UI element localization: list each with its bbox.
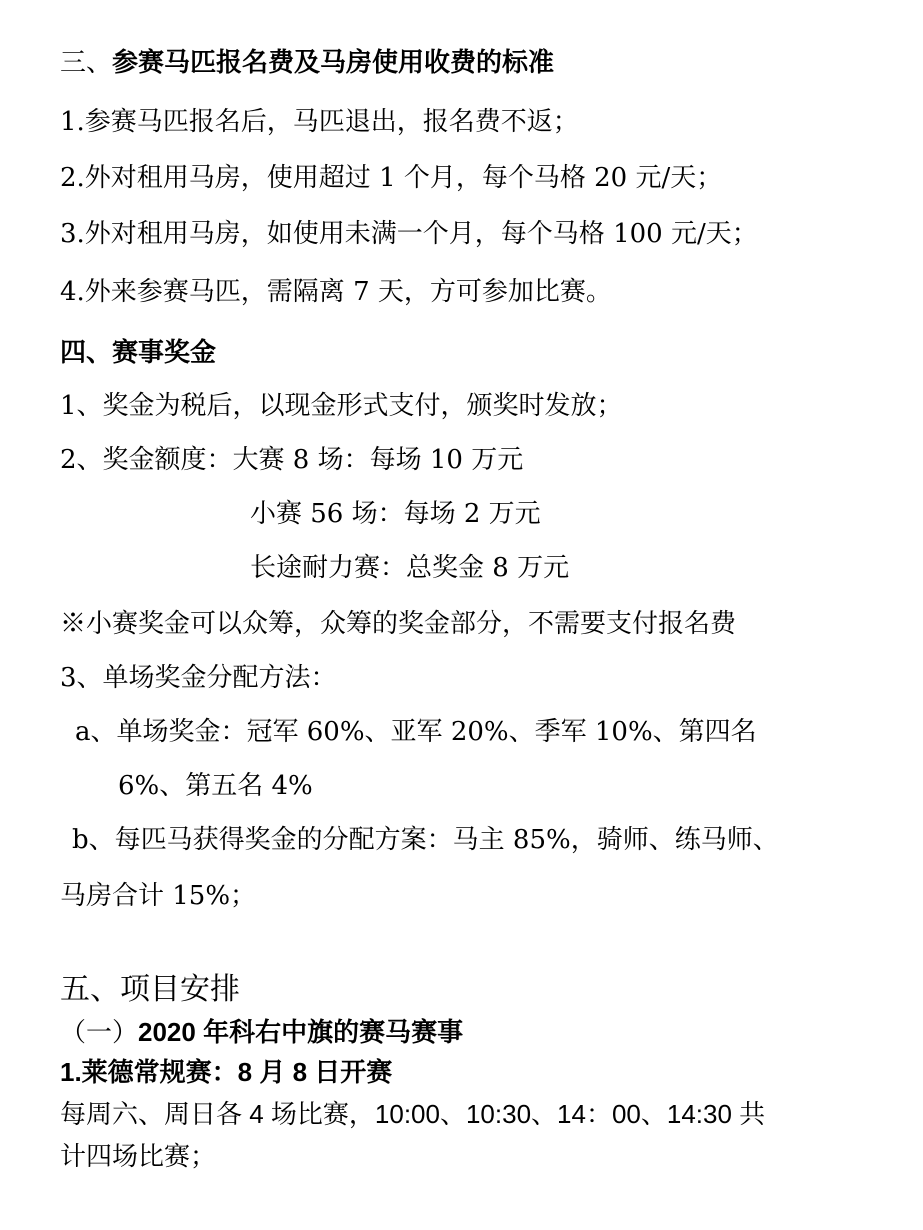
prize-note: ※小赛奖金可以众筹，众筹的奖金部分，不需要支付报名费 — [60, 609, 737, 639]
prize-item-2-line-2: 小赛 56 场：每场 2 万元 — [250, 499, 541, 529]
event-title: 1.莱德常规赛：8 月 8 日开赛 — [60, 1057, 393, 1087]
prize-item-1: 1、奖金为税后，以现金形式支付，颁奖时发放； — [60, 391, 623, 421]
section-3-heading — [60, 46, 554, 79]
prize-item-2-line-3: 长途耐力赛：总奖金 8 万元 — [250, 553, 570, 583]
subsection-heading — [60, 1016, 463, 1048]
section-3-title: 参赛马匹报名费及马房使用收费的标准 — [112, 47, 555, 77]
section-4-heading: 四、赛事奖金 — [60, 337, 217, 367]
prize-item-3a: a、单场奖金：冠军 60%、亚军 20%、季军 10%、第四名 — [75, 717, 757, 747]
subsection-prefix: （一） — [60, 1017, 139, 1047]
fee-item-1: 1.参赛马匹报名后，马匹退出，报名费不返； — [60, 107, 579, 137]
subsection-title: 2020 年科右中旗的赛马赛事 — [138, 1017, 464, 1047]
prize-item-3: 3、单场奖金分配方法： — [60, 663, 337, 693]
prize-item-2: 2、奖金额度：大赛 8 场：每场 10 万元 — [60, 445, 524, 475]
fee-item-4: 4.外来参赛马匹，需隔离 7 天，方可参加比赛。 — [60, 277, 612, 307]
event-description-cont: 计四场比赛； — [60, 1141, 217, 1171]
prize-item-3b: b、每匹马获得奖金的分配方案：马主 85%，骑师、练马师、 — [72, 825, 779, 855]
event-description: 每周六、周日各 4 场比赛，10:00、10:30、14：00、14:30 共 — [60, 1099, 766, 1129]
section-5-heading: 五、项目安排 — [60, 973, 240, 1006]
section-3-prefix: 三、 — [60, 48, 113, 78]
fee-item-2: 2.外对租用马房，使用超过 1 个月，每个马格 20 元/天； — [60, 163, 723, 193]
prize-item-3b-cont: 马房合计 15%； — [60, 881, 257, 911]
fee-item-3: 3.外对租用马房，如使用未满一个月，每个马格 100 元/天； — [60, 219, 758, 249]
prize-item-3a-cont: 6%、第五名 4% — [118, 771, 313, 801]
